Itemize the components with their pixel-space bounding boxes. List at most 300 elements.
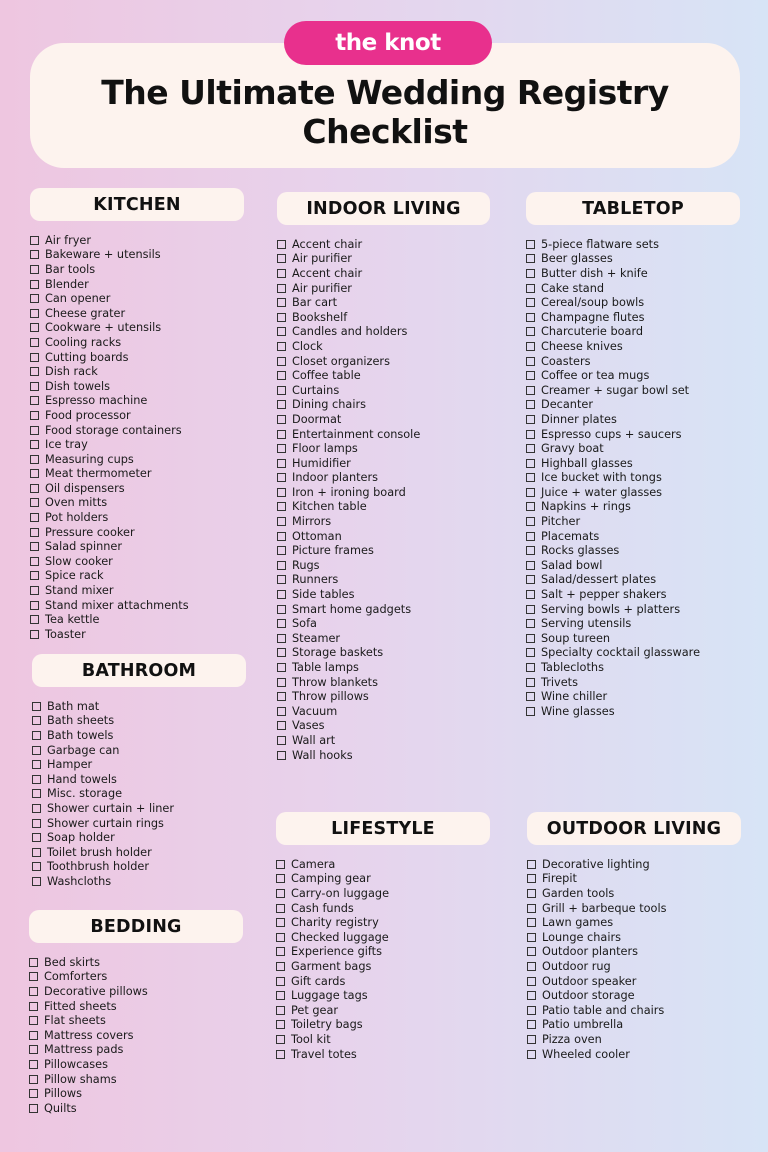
checklist-item xyxy=(30,350,244,365)
checklist-item xyxy=(276,886,490,901)
checkbox-icon[interactable] xyxy=(277,590,286,599)
checkbox-icon[interactable] xyxy=(32,702,41,711)
checkbox-icon[interactable] xyxy=(276,962,285,971)
checklist-item-label: Indoor planters xyxy=(292,471,379,485)
section-bedding xyxy=(29,910,243,1116)
checklist-item xyxy=(526,295,740,310)
checkbox-icon[interactable] xyxy=(526,648,535,657)
checkbox-icon[interactable] xyxy=(526,415,535,424)
checklist-item-label: Accent chair xyxy=(292,237,363,251)
checkbox-icon[interactable] xyxy=(526,692,535,701)
checkbox-icon[interactable] xyxy=(277,386,286,395)
checklist-item-label: Bath mat xyxy=(47,699,100,713)
checklist-item-label: Food storage containers xyxy=(45,423,182,437)
checkbox-icon[interactable] xyxy=(527,1050,536,1059)
checklist-item-label: Kitchen table xyxy=(292,500,367,514)
checklist-item-label: Washcloths xyxy=(47,874,112,888)
checkbox-icon[interactable] xyxy=(29,1089,38,1098)
checklist-item xyxy=(32,699,246,714)
checklist-item-label: Runners xyxy=(292,573,339,587)
checkbox-icon[interactable] xyxy=(30,440,39,449)
checkbox-icon[interactable] xyxy=(277,473,286,482)
checklist-item xyxy=(277,441,490,456)
checkbox-icon[interactable] xyxy=(277,517,286,526)
checklist-item-label: Salt + pepper shakers xyxy=(541,588,667,602)
checklist-item xyxy=(277,266,490,281)
checkbox-icon[interactable] xyxy=(30,601,39,610)
checkbox-icon[interactable] xyxy=(277,605,286,614)
checkbox-icon[interactable] xyxy=(527,918,536,927)
checkbox-icon[interactable] xyxy=(30,250,39,259)
checklist-item-label: Outdoor rug xyxy=(542,959,611,973)
checklist-item xyxy=(277,660,490,675)
checklist-item xyxy=(277,383,490,398)
checkbox-icon[interactable] xyxy=(526,284,535,293)
checklist-item xyxy=(527,872,741,887)
checklist-item-label: Humidifier xyxy=(292,456,351,470)
checkbox-icon[interactable] xyxy=(277,400,286,409)
checklist-item-label: Beer glasses xyxy=(541,252,613,266)
checklist-item-label: Candles and holders xyxy=(292,325,408,339)
checkbox-icon[interactable] xyxy=(526,269,535,278)
checklist-item xyxy=(276,915,490,930)
checkbox-icon[interactable] xyxy=(277,692,286,701)
checkbox-icon[interactable] xyxy=(30,367,39,376)
checkbox-icon[interactable] xyxy=(30,323,39,332)
checklist-item xyxy=(526,558,740,573)
checklist-item xyxy=(527,1018,741,1033)
checkbox-icon[interactable] xyxy=(526,561,535,570)
checkbox-icon[interactable] xyxy=(526,298,535,307)
checkbox-icon[interactable] xyxy=(30,294,39,303)
checkbox-icon[interactable] xyxy=(277,357,286,366)
checkbox-icon[interactable] xyxy=(276,874,285,883)
checkbox-icon[interactable] xyxy=(526,313,535,322)
checklist-item xyxy=(32,714,246,729)
checklist-item xyxy=(277,558,490,573)
checkbox-icon[interactable] xyxy=(276,977,285,986)
checklist-item-label: Serving bowls + platters xyxy=(541,602,681,616)
checklist-item-label: Patio table and chairs xyxy=(542,1003,665,1017)
checkbox-icon[interactable] xyxy=(29,1031,38,1040)
checklist-item-label: Stand mixer xyxy=(45,584,114,598)
checklist-item xyxy=(527,1003,741,1018)
checkbox-icon[interactable] xyxy=(526,371,535,380)
checkbox-icon[interactable] xyxy=(526,707,535,716)
checklist-item-label: Cereal/soup bowls xyxy=(541,296,645,310)
checkbox-icon[interactable] xyxy=(30,236,39,245)
checkbox-icon[interactable] xyxy=(30,557,39,566)
checklist-item-label: 5-piece flatware sets xyxy=(541,237,659,251)
checkbox-icon[interactable] xyxy=(32,746,41,755)
checklist-item xyxy=(527,901,741,916)
checklist-item xyxy=(526,456,740,471)
checklist-item xyxy=(277,719,490,734)
checklist-item-label: Toaster xyxy=(45,627,86,641)
checkbox-icon[interactable] xyxy=(30,542,39,551)
checklist-item-label: Garment bags xyxy=(291,959,372,973)
checkbox-icon[interactable] xyxy=(526,400,535,409)
checkbox-icon[interactable] xyxy=(527,977,536,986)
checkbox-icon[interactable] xyxy=(526,663,535,672)
checkbox-icon[interactable] xyxy=(29,987,38,996)
checkbox-icon[interactable] xyxy=(30,455,39,464)
checklist-item-label: Pet gear xyxy=(291,1003,339,1017)
checkbox-icon[interactable] xyxy=(32,848,41,857)
checklist-item-label: Wall art xyxy=(292,733,336,747)
checkbox-icon[interactable] xyxy=(29,1060,38,1069)
checklist-item xyxy=(30,496,244,511)
checklist-item xyxy=(30,539,244,554)
checklist xyxy=(276,857,490,1061)
checklist-item-label: Toothbrush holder xyxy=(47,860,149,874)
checklist-item-label: Comforters xyxy=(44,970,108,984)
checkbox-icon[interactable] xyxy=(277,313,286,322)
checkbox-icon[interactable] xyxy=(30,426,39,435)
checklist-item xyxy=(29,1101,243,1116)
checklist-item xyxy=(30,423,244,438)
checkbox-icon[interactable] xyxy=(526,473,535,482)
checkbox-icon[interactable] xyxy=(276,889,285,898)
checkbox-icon[interactable] xyxy=(526,532,535,541)
checkbox-icon[interactable] xyxy=(526,619,535,628)
checklist-item xyxy=(277,485,490,500)
checkbox-icon[interactable] xyxy=(276,1006,285,1015)
checkbox-icon[interactable] xyxy=(276,933,285,942)
checkbox-icon[interactable] xyxy=(30,630,39,639)
checklist-item-label: Gravy boat xyxy=(541,442,604,456)
checkbox-icon[interactable] xyxy=(526,342,535,351)
checklist-item xyxy=(277,456,490,471)
checkbox-icon[interactable] xyxy=(526,575,535,584)
checkbox-icon[interactable] xyxy=(527,874,536,883)
checkbox-icon[interactable] xyxy=(526,605,535,614)
checkbox-icon[interactable] xyxy=(277,284,286,293)
checklist-item xyxy=(276,945,490,960)
checkbox-icon[interactable] xyxy=(30,411,39,420)
checkbox-icon[interactable] xyxy=(276,1020,285,1029)
checkbox-icon[interactable] xyxy=(527,933,536,942)
checkbox-icon[interactable] xyxy=(527,962,536,971)
checkbox-icon[interactable] xyxy=(29,1104,38,1113)
checkbox-icon[interactable] xyxy=(32,731,41,740)
checklist-item-label: Air fryer xyxy=(45,233,92,247)
checkbox-icon[interactable] xyxy=(277,342,286,351)
checkbox-icon[interactable] xyxy=(277,502,286,511)
checkbox-icon[interactable] xyxy=(30,571,39,580)
checklist-item xyxy=(30,612,244,627)
checkbox-icon[interactable] xyxy=(30,586,39,595)
checkbox-icon[interactable] xyxy=(526,517,535,526)
checkbox-icon[interactable] xyxy=(32,716,41,725)
checkbox-icon[interactable] xyxy=(526,502,535,511)
checklist-item xyxy=(526,412,740,427)
checkbox-icon[interactable] xyxy=(527,889,536,898)
checkbox-icon[interactable] xyxy=(277,721,286,730)
checkbox-icon[interactable] xyxy=(30,265,39,274)
checklist-item xyxy=(526,529,740,544)
checkbox-icon[interactable] xyxy=(30,469,39,478)
checklist-item-label: Misc. storage xyxy=(47,787,123,801)
checkbox-icon[interactable] xyxy=(276,918,285,927)
checklist-item-label: Firepit xyxy=(542,872,577,886)
checklist-item-label: Garbage can xyxy=(47,743,120,757)
checkbox-icon[interactable] xyxy=(526,678,535,687)
checkbox-icon[interactable] xyxy=(526,546,535,555)
checklist-item-label: Clock xyxy=(292,339,323,353)
checkbox-icon[interactable] xyxy=(277,678,286,687)
checklist-item xyxy=(527,974,741,989)
checklist-item xyxy=(277,325,490,340)
checkbox-icon[interactable] xyxy=(30,382,39,391)
checkbox-icon[interactable] xyxy=(32,789,41,798)
checkbox-icon[interactable] xyxy=(277,707,286,716)
checklist-item-label: Pillowcases xyxy=(44,1057,108,1071)
checklist-item-label: Carry-on luggage xyxy=(291,886,390,900)
checklist-item-label: Wine glasses xyxy=(541,704,615,718)
checkbox-icon[interactable] xyxy=(526,459,535,468)
checklist-item-label: Specialty cocktail glassware xyxy=(541,646,701,660)
checklist-item-label: Mattress pads xyxy=(44,1043,124,1057)
checkbox-icon[interactable] xyxy=(276,991,285,1000)
checkbox-icon[interactable] xyxy=(277,488,286,497)
checklist-item xyxy=(526,704,740,719)
checkbox-icon[interactable] xyxy=(29,1045,38,1054)
checklist-item-label: Charcuterie board xyxy=(541,325,644,339)
checklist-item xyxy=(526,252,740,267)
checklist-item xyxy=(32,801,246,816)
checklist-item-label: Dinner plates xyxy=(541,412,617,426)
checkbox-icon[interactable] xyxy=(526,357,535,366)
checklist-item-label: Pizza oven xyxy=(542,1032,602,1046)
checklist-item xyxy=(527,915,741,930)
checkbox-icon[interactable] xyxy=(276,947,285,956)
checkbox-icon[interactable] xyxy=(277,298,286,307)
checkbox-icon[interactable] xyxy=(277,736,286,745)
checkbox-icon[interactable] xyxy=(276,860,285,869)
checklist-item-label: Cake stand xyxy=(541,281,605,295)
checkbox-icon[interactable] xyxy=(277,371,286,380)
checklist-item xyxy=(526,587,740,602)
section-heading: BEDDING xyxy=(29,910,243,943)
checkbox-icon[interactable] xyxy=(277,561,286,570)
checklist-item xyxy=(526,675,740,690)
checkbox-icon[interactable] xyxy=(276,1050,285,1059)
checkbox-icon[interactable] xyxy=(526,254,535,263)
checklist-item xyxy=(526,427,740,442)
checklist-item xyxy=(527,988,741,1003)
checklist-item xyxy=(526,660,740,675)
checkbox-icon[interactable] xyxy=(526,488,535,497)
checklist-item-label: Camera xyxy=(291,857,336,871)
checklist-item xyxy=(30,394,244,409)
checklist-item-label: Meat thermometer xyxy=(45,467,152,481)
checkbox-icon[interactable] xyxy=(277,459,286,468)
checklist-item xyxy=(276,901,490,916)
checkbox-icon[interactable] xyxy=(526,386,535,395)
checklist-item-label: Mirrors xyxy=(292,515,332,529)
checklist xyxy=(29,955,243,1116)
checklist-item-label: Shower curtain + liner xyxy=(47,801,175,815)
checklist-item-label: Dish towels xyxy=(45,379,111,393)
checkbox-icon[interactable] xyxy=(30,498,39,507)
checklist-item xyxy=(29,1057,243,1072)
checklist-item-label: Slow cooker xyxy=(45,554,113,568)
checkbox-icon[interactable] xyxy=(526,634,535,643)
checklist-item xyxy=(526,616,740,631)
checkbox-icon[interactable] xyxy=(277,430,286,439)
checkbox-icon[interactable] xyxy=(526,430,535,439)
checklist-item-label: Decorative pillows xyxy=(44,984,148,998)
checkbox-icon[interactable] xyxy=(526,444,535,453)
checklist-item xyxy=(30,277,244,292)
checkbox-icon[interactable] xyxy=(32,862,41,871)
checkbox-icon[interactable] xyxy=(277,663,286,672)
checklist-item-label: Espresso cups + saucers xyxy=(541,427,682,441)
checkbox-icon[interactable] xyxy=(276,904,285,913)
checkbox-icon[interactable] xyxy=(527,947,536,956)
checklist-item-label: Air purifier xyxy=(292,252,352,266)
section-heading: INDOOR LIVING xyxy=(277,192,490,225)
checklist-item xyxy=(276,1018,490,1033)
section-lifestyle xyxy=(276,812,490,1061)
checkbox-icon[interactable] xyxy=(526,240,535,249)
checkbox-icon[interactable] xyxy=(277,254,286,263)
checklist-item-label: Cash funds xyxy=(291,901,354,915)
checklist-item xyxy=(30,525,244,540)
checklist-item xyxy=(29,1013,243,1028)
checklist-item-label: Lounge chairs xyxy=(542,930,622,944)
checklist-item xyxy=(30,583,244,598)
checkbox-icon[interactable] xyxy=(32,819,41,828)
checkbox-icon[interactable] xyxy=(527,991,536,1000)
checklist-item xyxy=(277,675,490,690)
checkbox-icon[interactable] xyxy=(277,634,286,643)
checkbox-icon[interactable] xyxy=(277,269,286,278)
checklist-item-label: Highball glasses xyxy=(541,456,633,470)
checklist-item-label: Ice bucket with tongs xyxy=(541,471,662,485)
checklist-item-label: Experience gifts xyxy=(291,945,382,959)
checkbox-icon[interactable] xyxy=(30,484,39,493)
checkbox-icon[interactable] xyxy=(30,338,39,347)
checklist-item xyxy=(32,787,246,802)
checkbox-icon[interactable] xyxy=(527,1006,536,1015)
checkbox-icon[interactable] xyxy=(30,528,39,537)
checkbox-icon[interactable] xyxy=(32,804,41,813)
checklist-item xyxy=(277,587,490,602)
section-heading: BATHROOM xyxy=(32,654,246,687)
checklist-item xyxy=(276,974,490,989)
checkbox-icon[interactable] xyxy=(30,309,39,318)
checkbox-icon[interactable] xyxy=(527,1035,536,1044)
checkbox-icon[interactable] xyxy=(527,860,536,869)
checklist-item xyxy=(276,959,490,974)
checklist-item xyxy=(30,408,244,423)
checklist-item-label: Wall hooks xyxy=(292,748,353,762)
checklist-item xyxy=(277,529,490,544)
checkbox-icon[interactable] xyxy=(29,972,38,981)
checklist-item-label: Luggage tags xyxy=(291,989,368,1003)
checkbox-icon[interactable] xyxy=(30,280,39,289)
checkbox-icon[interactable] xyxy=(29,1075,38,1084)
checklist-item xyxy=(526,485,740,500)
checklist-item-label: Cheese grater xyxy=(45,306,126,320)
checklist-item xyxy=(30,510,244,525)
checkbox-icon[interactable] xyxy=(527,1020,536,1029)
checklist-item xyxy=(277,398,490,413)
checkbox-icon[interactable] xyxy=(277,619,286,628)
checklist-item-label: Iron + ironing board xyxy=(292,485,406,499)
checkbox-icon[interactable] xyxy=(32,877,41,886)
checklist-item-label: Soup tureen xyxy=(541,631,611,645)
checkbox-icon[interactable] xyxy=(30,615,39,624)
checkbox-icon[interactable] xyxy=(29,1002,38,1011)
checkbox-icon[interactable] xyxy=(526,590,535,599)
checklist-item xyxy=(276,1003,490,1018)
checkbox-icon[interactable] xyxy=(276,1035,285,1044)
checklist-item-label: Salad/dessert plates xyxy=(541,573,657,587)
checklist-item-label: Salad bowl xyxy=(541,558,603,572)
checklist-item xyxy=(276,930,490,945)
checklist xyxy=(527,857,741,1061)
checklist-item xyxy=(277,602,490,617)
checklist-item-label: Flat sheets xyxy=(44,1014,106,1028)
checkbox-icon[interactable] xyxy=(277,415,286,424)
checkbox-icon[interactable] xyxy=(277,575,286,584)
checkbox-icon[interactable] xyxy=(277,532,286,541)
checkbox-icon[interactable] xyxy=(277,546,286,555)
checkbox-icon[interactable] xyxy=(526,327,535,336)
checkbox-icon[interactable] xyxy=(30,513,39,522)
checklist-item xyxy=(527,1032,741,1047)
checklist-item xyxy=(30,364,244,379)
checklist-item xyxy=(32,874,246,889)
checkbox-icon[interactable] xyxy=(277,751,286,760)
checkbox-icon[interactable] xyxy=(32,833,41,842)
checklist-item-label: Throw pillows xyxy=(292,690,369,704)
checklist-item-label: Shower curtain rings xyxy=(47,816,164,830)
checkbox-icon[interactable] xyxy=(527,904,536,913)
checklist-item xyxy=(526,325,740,340)
checklist-item-label: Outdoor speaker xyxy=(542,974,637,988)
checklist-item-label: Rocks glasses xyxy=(541,544,620,558)
checklist-item-label: Creamer + sugar bowl set xyxy=(541,383,690,397)
checkbox-icon[interactable] xyxy=(32,760,41,769)
checkbox-icon[interactable] xyxy=(29,958,38,967)
checklist-item xyxy=(277,427,490,442)
section-indoor-living xyxy=(277,192,490,762)
checkbox-icon[interactable] xyxy=(277,444,286,453)
checklist-item-label: Trivets xyxy=(541,675,578,689)
checklist-item xyxy=(276,1047,490,1062)
checklist-item xyxy=(526,646,740,661)
checklist-item-label: Curtains xyxy=(292,383,340,397)
checkbox-icon[interactable] xyxy=(277,648,286,657)
checklist-item-label: Travel totes xyxy=(291,1047,357,1061)
checklist-item-label: Doormat xyxy=(292,412,342,426)
checkbox-icon[interactable] xyxy=(30,353,39,362)
checkbox-icon[interactable] xyxy=(277,327,286,336)
checkbox-icon[interactable] xyxy=(277,240,286,249)
checklist-item-label: Napkins + rings xyxy=(541,500,631,514)
checkbox-icon[interactable] xyxy=(30,396,39,405)
checklist-item-label: Stand mixer attachments xyxy=(45,598,189,612)
checklist-item xyxy=(277,354,490,369)
checklist-item-label: Mattress covers xyxy=(44,1028,134,1042)
checkbox-icon[interactable] xyxy=(32,775,41,784)
checkbox-icon[interactable] xyxy=(29,1016,38,1025)
section-heading: TABLETOP xyxy=(526,192,740,225)
